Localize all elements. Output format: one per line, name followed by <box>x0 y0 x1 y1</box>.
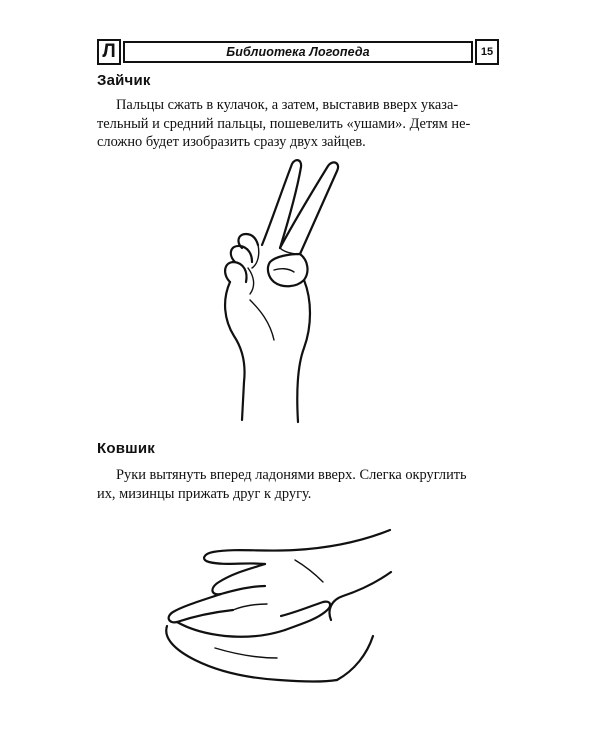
series-title: Библиотека Логопеда <box>123 41 473 63</box>
section-text-bunny <box>97 96 500 152</box>
bunny-hand-icon <box>200 150 400 425</box>
section-heading-scoop: Ковшик <box>97 440 155 457</box>
scoop-hands-icon <box>155 520 400 700</box>
page-number: 15 <box>475 39 499 65</box>
section-heading-bunny: Зайчик <box>97 72 151 89</box>
text-line: сложно будет изобразить сразу двух зайцев. <box>97 134 366 150</box>
page-header <box>97 39 499 63</box>
text-line: Руки вытянуть вперед ладонями вверх. Слегка округлить <box>116 467 467 483</box>
section-text-scoop <box>97 466 500 503</box>
text-line: тельный и средний пальцы, пошевелить «ушами». Детям не- <box>97 115 471 132</box>
text-line: их, мизинцы прижать друг к другу. <box>97 485 312 502</box>
text-line: Пальцы сжать в кулачок, а затем, выставив вверх указа- <box>116 97 459 113</box>
series-logo: Л <box>97 39 121 65</box>
